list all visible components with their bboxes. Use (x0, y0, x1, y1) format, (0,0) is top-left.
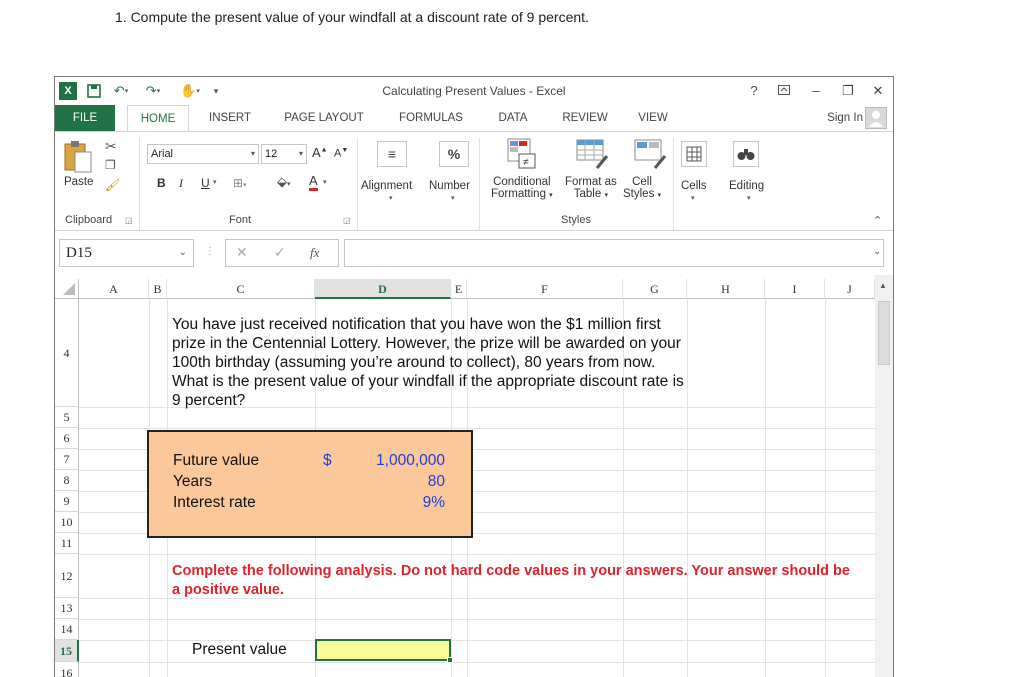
row-header[interactable]: 9 (55, 491, 79, 512)
svg-text:≠: ≠ (523, 157, 529, 168)
ribbon-separator (479, 138, 480, 230)
question-text: 1. Compute the present value of your windfall at a discount rate of 9 percent. (115, 9, 589, 25)
formula-bar (55, 232, 893, 272)
cancel-icon[interactable]: ✕ (236, 244, 248, 260)
expand-formula-bar-icon[interactable]: ⌄ (873, 246, 882, 257)
font-color-button[interactable]: A (309, 174, 318, 191)
row-header[interactable]: 11 (55, 533, 79, 554)
grow-font-button[interactable]: A▲ (312, 145, 328, 160)
number-format-icon[interactable]: % (439, 141, 469, 167)
ribbon (55, 131, 893, 231)
column-header[interactable]: E (451, 279, 467, 299)
customize-qat-icon[interactable]: ▾ (213, 85, 219, 96)
years-label[interactable]: Years (173, 473, 213, 490)
tab-insert[interactable]: INSERT (209, 112, 251, 124)
styles-group-label: Styles (561, 214, 591, 226)
future-value-cell[interactable]: 1,000,000 (376, 452, 445, 469)
conditional-label-2: Formatting ▾ (491, 188, 553, 200)
redo-icon[interactable]: ↷ ▾ (145, 83, 161, 98)
gridline (765, 299, 766, 677)
future-value-label[interactable]: Future value (173, 452, 260, 469)
inputs-box (147, 430, 473, 538)
font-name-select[interactable]: Arial ▾ (147, 144, 259, 164)
conditional-label-1: Conditional (493, 176, 551, 188)
editing-button[interactable]: Editing (729, 180, 765, 192)
conditional-label-2-text: Formatting (491, 188, 546, 200)
clipboard-group-label: Clipboard (65, 214, 113, 226)
alignment-icon[interactable]: ≡ (377, 141, 407, 167)
name-box[interactable]: D15 ⌄ (59, 239, 194, 267)
touch-mode-icon[interactable]: ✋ ▾ (180, 83, 200, 98)
copy-icon[interactable]: ❐ (105, 158, 116, 172)
font-launcher-icon[interactable]: ◲ (343, 216, 351, 225)
format-as-label-2-text: Table (573, 188, 602, 200)
format-as-label-1: Format as (565, 176, 617, 188)
close-button[interactable]: ✕ (872, 83, 884, 98)
minimize-button[interactable]: – (812, 83, 820, 98)
conditional-formatting-button[interactable] (491, 176, 553, 200)
problem-statement[interactable]: You have just received notification that you have won the $1 million first prize in the Centennial Lottery. However, the prize will be awarded on your 100th birthday (assuming you’re around to collect), 80 years from now. What is the present value of your windfall if the appropriate discount rate is 9 percent? (172, 316, 684, 409)
column-header[interactable]: A (79, 279, 149, 299)
format-as-table-button[interactable] (565, 176, 617, 200)
font-name-value: Arial (151, 148, 174, 160)
font-size-value: 12 (265, 148, 278, 160)
gridline (79, 554, 875, 555)
tab-view[interactable]: VIEW (638, 112, 668, 124)
column-header[interactable]: F (467, 279, 623, 299)
insert-function-icon[interactable]: fx (310, 245, 320, 260)
bold-button[interactable]: B (157, 176, 166, 190)
tab-data[interactable]: DATA (498, 112, 528, 124)
present-value-label[interactable]: Present value (192, 641, 287, 658)
tab-formulas[interactable]: FORMULAS (399, 112, 463, 124)
row-header[interactable]: 7 (55, 449, 79, 470)
row-header[interactable]: 8 (55, 470, 79, 491)
borders-icon[interactable]: ⊞▾ (233, 176, 247, 190)
column-header[interactable]: G (623, 279, 687, 299)
paste-icon[interactable] (63, 140, 93, 174)
cells-button[interactable]: Cells (681, 180, 707, 192)
excel-window (54, 76, 894, 677)
gridline (825, 299, 826, 677)
tab-page-layout[interactable]: PAGE LAYOUT (284, 112, 364, 124)
column-header[interactable]: J (825, 279, 875, 299)
row-header[interactable]: 13 (55, 598, 79, 619)
row-header[interactable]: 12 (55, 554, 79, 598)
worksheet-grid[interactable] (55, 275, 894, 677)
cells-icon[interactable] (681, 141, 707, 167)
row-header[interactable]: 5 (55, 407, 79, 428)
interest-rate-cell[interactable]: 9% (422, 494, 445, 511)
tab-file[interactable]: FILE (55, 105, 115, 132)
fill-color-icon[interactable]: ⬙▾ (277, 174, 291, 189)
clipboard-launcher-icon[interactable]: ◲ (125, 216, 133, 225)
italic-button[interactable]: I (179, 176, 183, 190)
row-header[interactable]: 10 (55, 512, 79, 533)
editing-dropdown-icon[interactable]: ▾ (747, 195, 751, 202)
row-header[interactable]: 15 (55, 640, 79, 662)
cell-styles-button[interactable] (623, 176, 661, 200)
shrink-font-label: A (334, 147, 342, 160)
collapse-ribbon-icon[interactable]: ⌃ (873, 215, 883, 227)
ribbon-separator (673, 138, 674, 230)
column-header[interactable]: H (687, 279, 765, 299)
years-cell[interactable]: 80 (427, 473, 445, 490)
gridline (79, 619, 875, 620)
tab-review[interactable]: REVIEW (562, 112, 608, 124)
column-header[interactable]: B (149, 279, 167, 299)
window-title: Calculating Present Values - Excel (382, 84, 566, 98)
row-header[interactable]: 4 (55, 299, 79, 407)
instruction-text[interactable]: Complete the following analysis. Do not hard code values in your answers. Your answer should be a positive value. (172, 563, 850, 598)
help-button[interactable]: ? (750, 83, 758, 98)
title-bar (55, 77, 893, 105)
grow-font-label: A (312, 145, 321, 160)
cell-styles-icon[interactable] (633, 138, 667, 175)
font-group-label: Font (229, 214, 252, 226)
scroll-up-icon[interactable]: ▲ (879, 281, 887, 290)
future-value-currency[interactable]: $ (323, 452, 332, 469)
cell-styles-label-2-text: Styles (623, 188, 655, 200)
gridline (79, 428, 875, 429)
cell-styles-label-1: Cell (632, 176, 652, 188)
format-painter-icon[interactable]: 🖌 (105, 178, 121, 192)
formula-input[interactable] (344, 239, 884, 267)
number-dropdown-icon[interactable]: ▾ (451, 195, 455, 202)
ribbon-tabs (55, 105, 893, 132)
cell-styles-label-2: Styles ▾ (623, 188, 662, 200)
column-header[interactable]: D (315, 279, 451, 299)
row-header[interactable]: 6 (55, 428, 79, 449)
undo-icon[interactable]: ↶ ▾ (113, 83, 129, 98)
format-as-label-2: Table ▾ (573, 188, 608, 200)
avatar[interactable] (865, 107, 887, 129)
underline-button[interactable]: U (201, 176, 210, 190)
alignment-dropdown-icon[interactable]: ▾ (389, 195, 393, 202)
enter-icon[interactable]: ✓ (274, 244, 286, 260)
gridline (79, 662, 875, 663)
conditional-formatting-icon[interactable] (507, 138, 537, 175)
format-as-table-icon[interactable] (575, 138, 609, 175)
name-box-value: D15 (66, 245, 92, 261)
row-header[interactable]: 14 (55, 619, 79, 640)
column-header[interactable]: C (167, 279, 315, 299)
sign-in-link[interactable]: Sign In (827, 112, 863, 124)
alignment-button[interactable]: Alignment (361, 180, 413, 192)
font-size-select[interactable]: 12 ▾ (261, 144, 307, 164)
cells-dropdown-icon[interactable]: ▾ (691, 195, 695, 202)
underline-dropdown-icon[interactable]: ▾ (213, 179, 217, 186)
row-header[interactable]: 16 (55, 662, 79, 677)
ribbon-separator (139, 138, 140, 230)
select-all-corner[interactable] (55, 279, 79, 299)
tab-home[interactable]: HOME (127, 105, 189, 132)
ribbon-separator (357, 138, 358, 230)
font-color-dropdown-icon[interactable]: ▾ (323, 179, 327, 186)
restore-button[interactable]: ❐ (842, 83, 854, 98)
interest-rate-label[interactable]: Interest rate (173, 494, 256, 511)
cut-icon[interactable]: ✂ (105, 138, 117, 154)
paste-button[interactable]: Paste (64, 176, 94, 188)
ribbon-display-options-icon[interactable] (773, 81, 795, 101)
shrink-font-button[interactable]: A▼ (334, 147, 349, 160)
present-value-cell[interactable] (315, 639, 451, 661)
number-button[interactable]: Number (429, 180, 470, 192)
fill-handle[interactable] (447, 657, 453, 663)
vertical-scrollbar[interactable] (875, 275, 893, 677)
excel-logo-icon: X (59, 82, 77, 100)
column-header[interactable]: I (765, 279, 825, 299)
scrollbar-thumb[interactable] (878, 301, 890, 365)
find-binoculars-icon[interactable] (733, 141, 759, 167)
formula-buttons (225, 239, 339, 267)
formula-bar-grip-icon: ⋮ (205, 246, 215, 257)
